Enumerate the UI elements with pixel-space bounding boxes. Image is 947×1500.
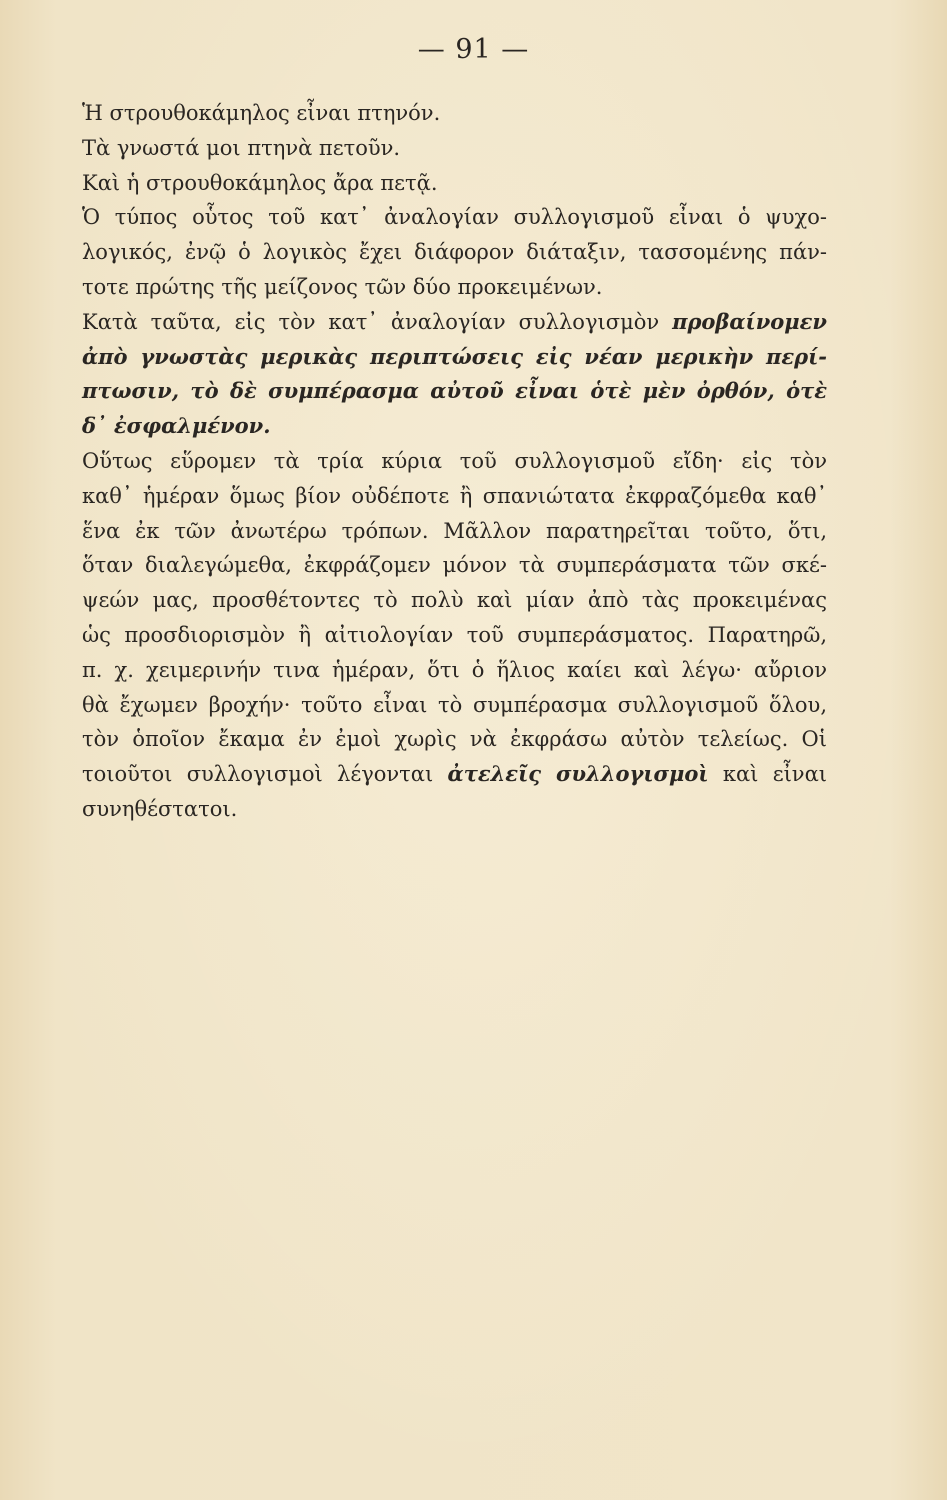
- emphasis-span: προβαίνομεν: [672, 308, 827, 334]
- text-span: συνηθέστατοι.: [82, 796, 238, 821]
- text-span: Οὕτως εὕρομεν τὰ τρία κύρια τοῦ συλλογισμοῦ εἴδη· εἰς τὸν: [82, 448, 827, 473]
- text-span: τοτε πρώτης τῆς μείζονος τῶν δύο προκειμένων.: [82, 274, 603, 299]
- text-line: [82, 340, 827, 375]
- text-line: [82, 374, 827, 409]
- text-line: [82, 200, 827, 235]
- page-number: — 91 —: [417, 34, 530, 65]
- emphasis-span: ἀπὸ γνωστὰς μερικὰς περιπτώσεις εἰς νέαν μερικὴν περί-: [82, 343, 827, 369]
- text-span: καὶ εἶναι: [708, 762, 827, 787]
- text-line: [82, 96, 467, 131]
- text-span: π. χ. χειμερινήν τινα ἡμέραν, ὅτι ὁ ἥλιος καίει καὶ λέγω· αὔριον: [82, 657, 827, 682]
- text-line: [82, 444, 827, 479]
- text-line: [82, 479, 827, 514]
- text-span: καθ᾽ ἡμέραν ὅμως βίον οὐδέποτε ἢ σπανιώτατα ἐκφραζόμεθα καθ᾽: [82, 483, 827, 508]
- text-line: [82, 270, 827, 305]
- text-span: Ὁ τύπος οὗτος τοῦ κατ᾽ ἀναλογίαν συλλογισμοῦ εἶναι ὁ ψυχο-: [82, 205, 827, 230]
- text-line: [82, 548, 827, 583]
- text-line: [82, 653, 827, 688]
- emphasis-span: δ᾽ ἐσφαλμένον.: [82, 413, 271, 439]
- emphasis-span: πτωσιν, τὸ δὲ συμπέρασμα αὐτοῦ εἶναι ὁτὲ μὲν ὀρθόν, ὁτὲ: [82, 378, 827, 404]
- text-span: τοιοῦτοι συλλογισμοὶ λέγονται: [82, 762, 448, 787]
- text-line: [82, 166, 444, 201]
- text-span: Κατὰ ταῦτα, εἰς τὸν κατ᾽ ἀναλογίαν συλλογισμὸν: [82, 309, 673, 334]
- text-span: ψεών μας, προσθέτοντες τὸ πολὺ καὶ μίαν ἀπὸ τὰς προκειμένας: [82, 588, 827, 613]
- text-line: [82, 514, 827, 549]
- text-span: ἕνα ἐκ τῶν ἀνωτέρω τρόπων. Μᾶλλον παρατηρεῖται τοῦτο, ὅτι,: [82, 518, 827, 543]
- text-line: [82, 305, 827, 340]
- emphasis-span: ἀτελεῖς συλλογισμοὶ: [447, 761, 709, 787]
- text-line: [82, 618, 827, 653]
- text-line: [82, 131, 444, 166]
- body-text: [82, 96, 827, 827]
- text-span: ὡς προσδιορισμὸν ἢ αἰτιολογίαν τοῦ συμπεράσματος. Παρατηρῶ,: [82, 622, 827, 647]
- text-span: λογικός, ἐνῷ ὁ λογικὸς ἔχει διάφορον διάταξιν, τασσομένης πάν-: [82, 240, 827, 265]
- text-line: [82, 235, 827, 270]
- text-line: [82, 722, 827, 757]
- text-span: θὰ ἔχωμεν βροχήν· τοῦτο εἶναι τὸ συμπέρασμα συλλογισμοῦ ὅλου,: [82, 692, 827, 717]
- text-span: ὅταν διαλεγώμεθα, ἐκφράζομεν μόνον τὰ συμπεράσματα τῶν σκέ-: [82, 553, 827, 578]
- text-line: [82, 409, 827, 444]
- text-line: [82, 757, 827, 792]
- text-span: Τὰ γνωστά μοι πτηνὰ πετοῦν.: [82, 135, 401, 160]
- text-span: τὸν ὁποῖον ἔκαμα ἐν ἐμοὶ χωρὶς νὰ ἐκφράσω αὐτὸν τελείως. Οἱ: [82, 727, 827, 752]
- text-span: Ἡ στρουθοκάμηλος εἶναι πτηνόν.: [82, 101, 441, 125]
- text-span: Καὶ ἡ στρουθοκάμηλος ἄρα πετᾷ.: [82, 170, 438, 195]
- text-line: [82, 688, 827, 723]
- text-line: [82, 792, 827, 827]
- text-line: [82, 583, 827, 618]
